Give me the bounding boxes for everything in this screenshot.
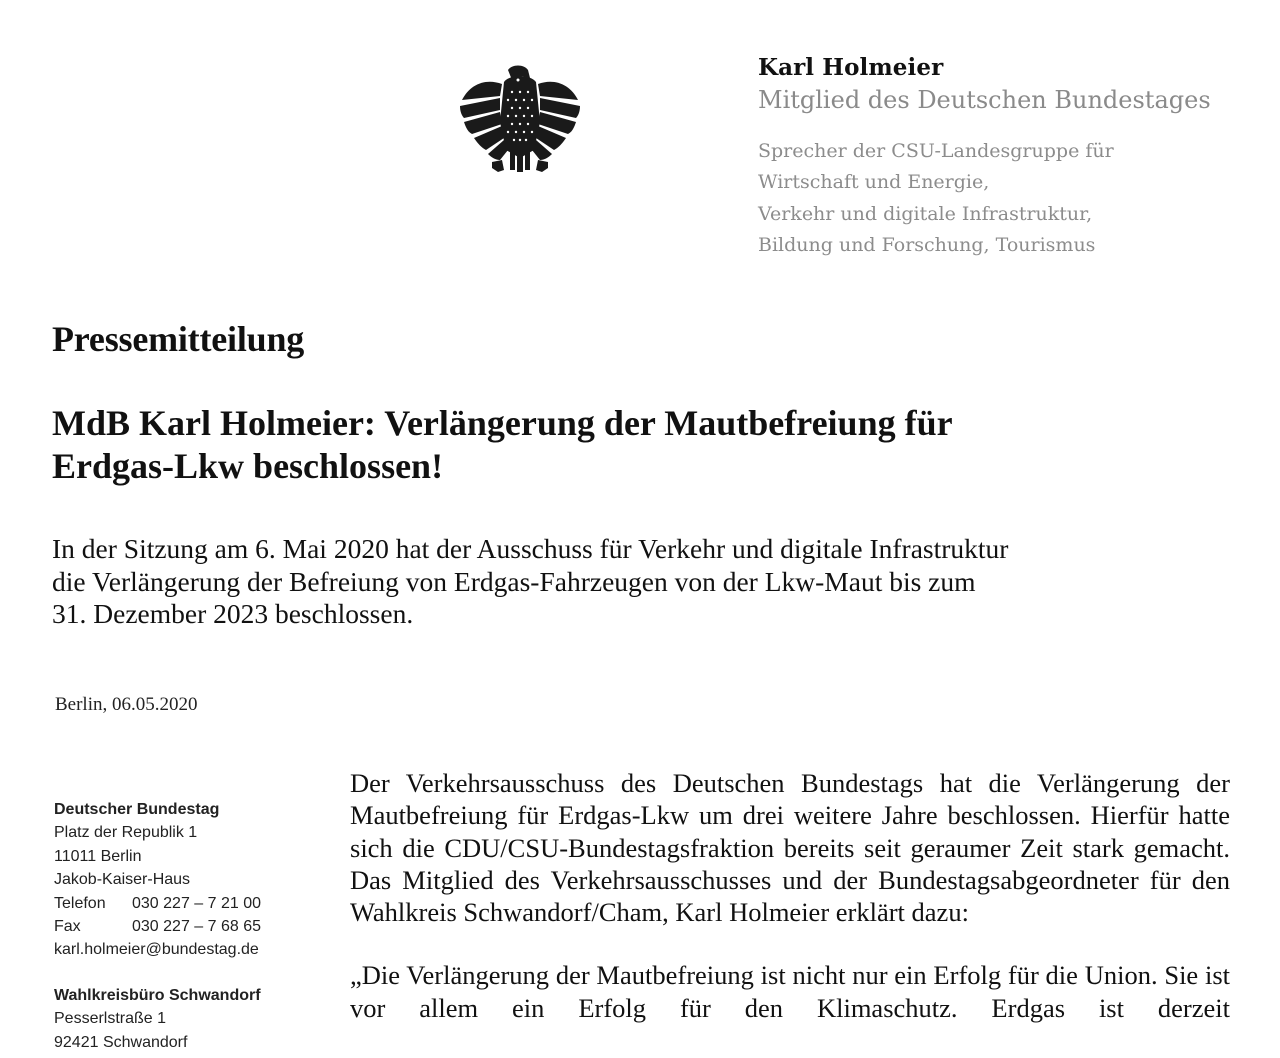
dateline: Berlin, 06.05.2020: [55, 694, 198, 715]
lead-paragraph: [52, 533, 1252, 631]
fax-number: 030 227 – 7 68 65: [132, 918, 262, 936]
body-paragraph: „Die Verlängerung der Mautbefreiung ist nicht nur ein Erfolg für die Union. Sie ist vor allem ein Erfolg für den Klimaschutz. Erdgas ist derzeit: [350, 960, 1230, 1023]
lead-line: In der Sitzung am 6. Mai 2020 hat der Ausschuss für Verkehr und digitale Infrastruktur: [52, 533, 1009, 564]
phone-label: Telefon: [54, 894, 106, 912]
document-type-heading: Pressemitteilung: [52, 319, 305, 359]
contact-berlin-building: Jakob-Kaiser-Haus: [54, 871, 191, 889]
member-title: Mitglied des Deutschen Bundestages: [758, 86, 1211, 114]
lead-line: 31. Dezember 2023 beschlossen.: [52, 598, 414, 629]
contact-berlin-street: Platz der Republik 1: [54, 824, 198, 842]
fax-label: Fax: [54, 918, 81, 936]
role-line: Bildung und Forschung, Tourismus: [758, 233, 1096, 256]
role-line: Wirtschaft und Energie,: [758, 171, 990, 194]
contact-berlin-city: 11011 Berlin: [54, 847, 142, 865]
member-name: Karl Holmeier: [758, 54, 944, 81]
role-line: Sprecher der CSU-Landesgruppe für: [758, 140, 1114, 162]
contact-berlin-heading: Deutscher Bundestag: [54, 801, 220, 818]
phone-number: 030 227 – 7 21 00: [132, 894, 262, 912]
press-release-headline: [52, 402, 1152, 488]
member-roles: [758, 136, 1114, 261]
bundesadler-eagle-icon: [456, 62, 584, 176]
contact-district-city: 92421 Schwandorf: [54, 1033, 188, 1051]
contact-district-street: Pesserlstraße 1: [54, 1010, 167, 1028]
contact-email-link[interactable]: karl.holmeier@bundestag.de: [54, 941, 259, 959]
contact-block: [54, 798, 261, 1054]
press-release-body: [350, 767, 1230, 1055]
lead-line: die Verlängerung der Befreiung von Erdgas-Fahrzeugen von der Lkw-Maut bis zum: [52, 565, 976, 597]
headline-line: Erdgas-Lkw beschlossen!: [52, 446, 444, 486]
role-line: Verkehr und digitale Infrastruktur,: [758, 202, 1093, 225]
contact-district-heading: Wahlkreisbüro Schwandorf: [54, 986, 261, 1004]
contact-fax: [54, 915, 261, 938]
headline-line: MdB Karl Holmeier: Verlängerung der Mautbefreiung für: [52, 403, 953, 443]
body-paragraph: Der Verkehrsausschuss des Deutschen Bundestags hat die Verlängerung der Mautbefreiung für Erdgas-Lkw um drei weitere Jahre beschlossen. Hierfür hatte sich die CDU/CSU-Bundestagsfraktion bereits seit geraumer Zeit stark gemacht. Das Mitglied des Verkehrsausschusses und der Bundestagsabgeordneter für den Wahlkreis Schwandorf/Cham, Karl Holmeier erklärt dazu:: [350, 768, 1230, 928]
contact-phone: [54, 892, 261, 915]
